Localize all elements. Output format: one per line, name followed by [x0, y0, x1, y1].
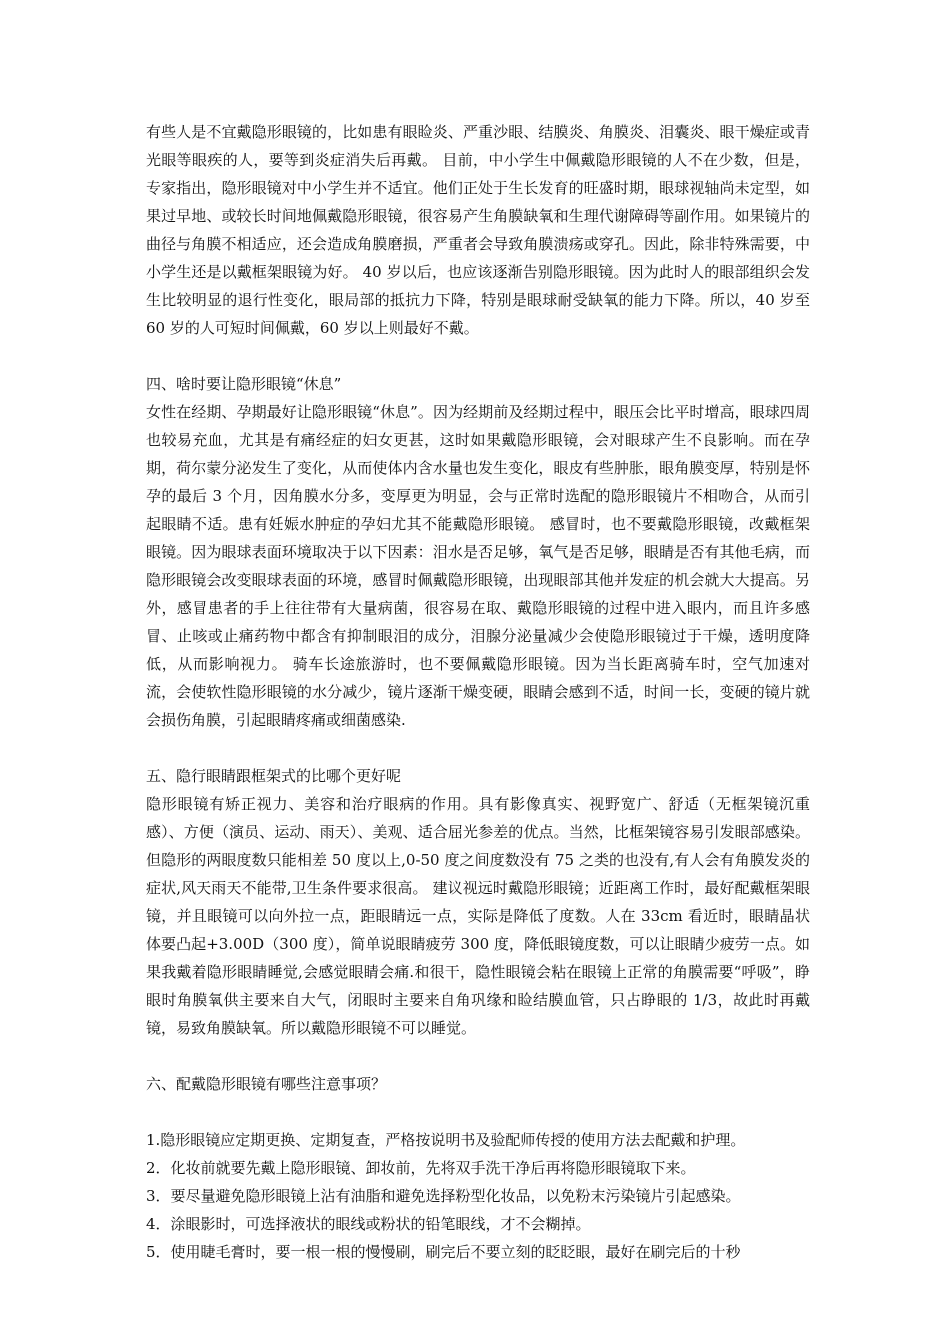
intro-paragraph: 有些人是不宜戴隐形眼镜的，比如患有眼睑炎、严重沙眼、结膜炎、角膜炎、泪囊炎、眼干燥症或青光眼等眼疾的人，要等到炎症消失后再戴。 目前，中小学生中佩戴隐形眼镜的人不在少数，但是，专家指出，隐形眼镜对中小学生并不适宜。他们正处于生长发育的旺盛时期，眼球视轴尚未定型，如果过早地、或较长时间地佩戴隐形眼镜，很容易产生角膜缺氧和生理代谢障碍等副作用。如果镜片的曲径与角膜不相适应，还会造成角膜磨损，严重者会导致角膜溃疡或穿孔。因此，除非特殊需要，中小学生还是以戴框架眼镜为好。 40 岁以后，也应该逐渐告别隐形眼镜。因为此时人的眼部组织会发生比较明显的退行性变化，眼局部的抵抗力下降，特别是眼球耐受缺氧的能力下降。所以，40 岁至 60 岁的人可短时间佩戴，60 岁以上则最好不戴。 — [146, 123, 810, 337]
list-item: 4．涂眼影时，可选择液状的眼线或粉状的铅笔眼线，才不会糊掉。 — [146, 1215, 591, 1233]
section-4-heading: 四、啥时要让隐形眼镜“休息” — [146, 375, 342, 393]
list-item: 1.隐形眼镜应定期更换、定期复查，严格按说明书及验配师传授的使用方法去配戴和护理。 — [146, 1131, 746, 1149]
list-item: 2．化妆前就要先戴上隐形眼镜、卸妆前，先将双手洗干净后再将隐形眼镜取下来。 — [146, 1159, 696, 1177]
section-5-body: 隐形眼镜有矫正视力、美容和治疗眼病的作用。具有影像真实、视野宽广、舒适（无框架镜沉重感）、方便（演员、运动、雨天）、美观、适合屈光参差的优点。当然，比框架镜容易引发眼部感染。但隐形的两眼度数只能相差 50 度以上,0-50 度之间度数没有 75 之类的也没有,有人会有角膜发炎的症状,风天雨天不能带,卫生条件要求很高。 建议视远时戴隐形眼镜；近距离工作时，最好配戴框架眼镜，并且眼镜可以向外拉一点，距眼睛远一点，实际是降低了度数。人在 33cm 看近时，眼睛晶状体要凸起+3.00D（300 度），简单说眼睛疲劳 300 度，降低眼镜度数，可以让眼睛少疲劳一点。如果我戴着隐形眼睛睡觉,会感觉眼睛会痛.和很干，隐性眼镜会粘在眼镜上正常的角膜需要“呼吸”，睁眼时角膜氧供主要来自大气，闭眼时主要来自角巩缘和睑结膜血管，只占睁眼的 1/3，故此时再戴镜，易致角膜缺氧。所以戴隐形眼镜不可以睡觉。 — [146, 795, 810, 1037]
document-page — [146, 118, 810, 1266]
paragraph-gap — [146, 342, 810, 370]
paragraph-gap — [146, 1042, 810, 1070]
section-4-body: 女性在经期、孕期最好让隐形眼镜“休息”。因为经期前及经期过程中，眼压会比平时增高，眼球四周也较易充血，尤其是有痛经症的妇女更甚，这时如果戴隐形眼镜，会对眼球产生不良影响。而在孕期，荷尔蒙分泌发生了变化，从而使体内含水量也发生变化，眼皮有些肿胀，眼角膜变厚，特别是怀孕的最后 3 个月，因角膜水分多，变厚更为明显，会与正常时选配的隐形眼镜片不相吻合，从而引起眼睛不适。患有妊娠水肿症的孕妇尤其不能戴隐形眼镜。 感冒时，也不要戴隐形眼镜，改戴框架眼镜。因为眼球表面环境取决于以下因素：泪水是否足够，氧气是否足够，眼睛是否有其他毛病，而隐形眼镜会改变眼球表面的环境，感冒时佩戴隐形眼镜，出现眼部其他并发症的机会就大大提高。另外，感冒患者的手上往往带有大量病菌，很容易在取、戴隐形眼镜的过程中进入眼内，而且许多感冒、止咳或止痛药物中都含有抑制眼泪的成分，泪腺分泌量减少会使隐形眼镜过于干燥，透明度降低，从而影响视力。 骑车长途旅游时，也不要佩戴隐形眼镜。因为当长距离骑车时，空气加速对流，会使软性隐形眼镜的水分减少，镜片逐渐干燥变硬，眼睛会感到不适，时间一长，变硬的镜片就会损伤角膜，引起眼睛疼痛或细菌感染. — [146, 403, 810, 729]
section-6-heading: 六、配戴隐形眼镜有哪些注意事项？ — [146, 1075, 387, 1093]
section-5-heading: 五、隐行眼睛跟框架式的比哪个更好呢 — [146, 767, 402, 785]
list-item: 3．要尽量避免隐形眼镜上沾有油脂和避免选择粉型化妆品，以免粉末污染镜片引起感染。 — [146, 1187, 741, 1205]
list-item: 5．使用睫毛膏时，要一根一根的慢慢刷，刷完后不要立刻的眨眨眼，最好在刷完后的十秒 — [146, 1243, 741, 1261]
paragraph-gap — [146, 734, 810, 762]
paragraph-gap — [146, 1098, 810, 1126]
